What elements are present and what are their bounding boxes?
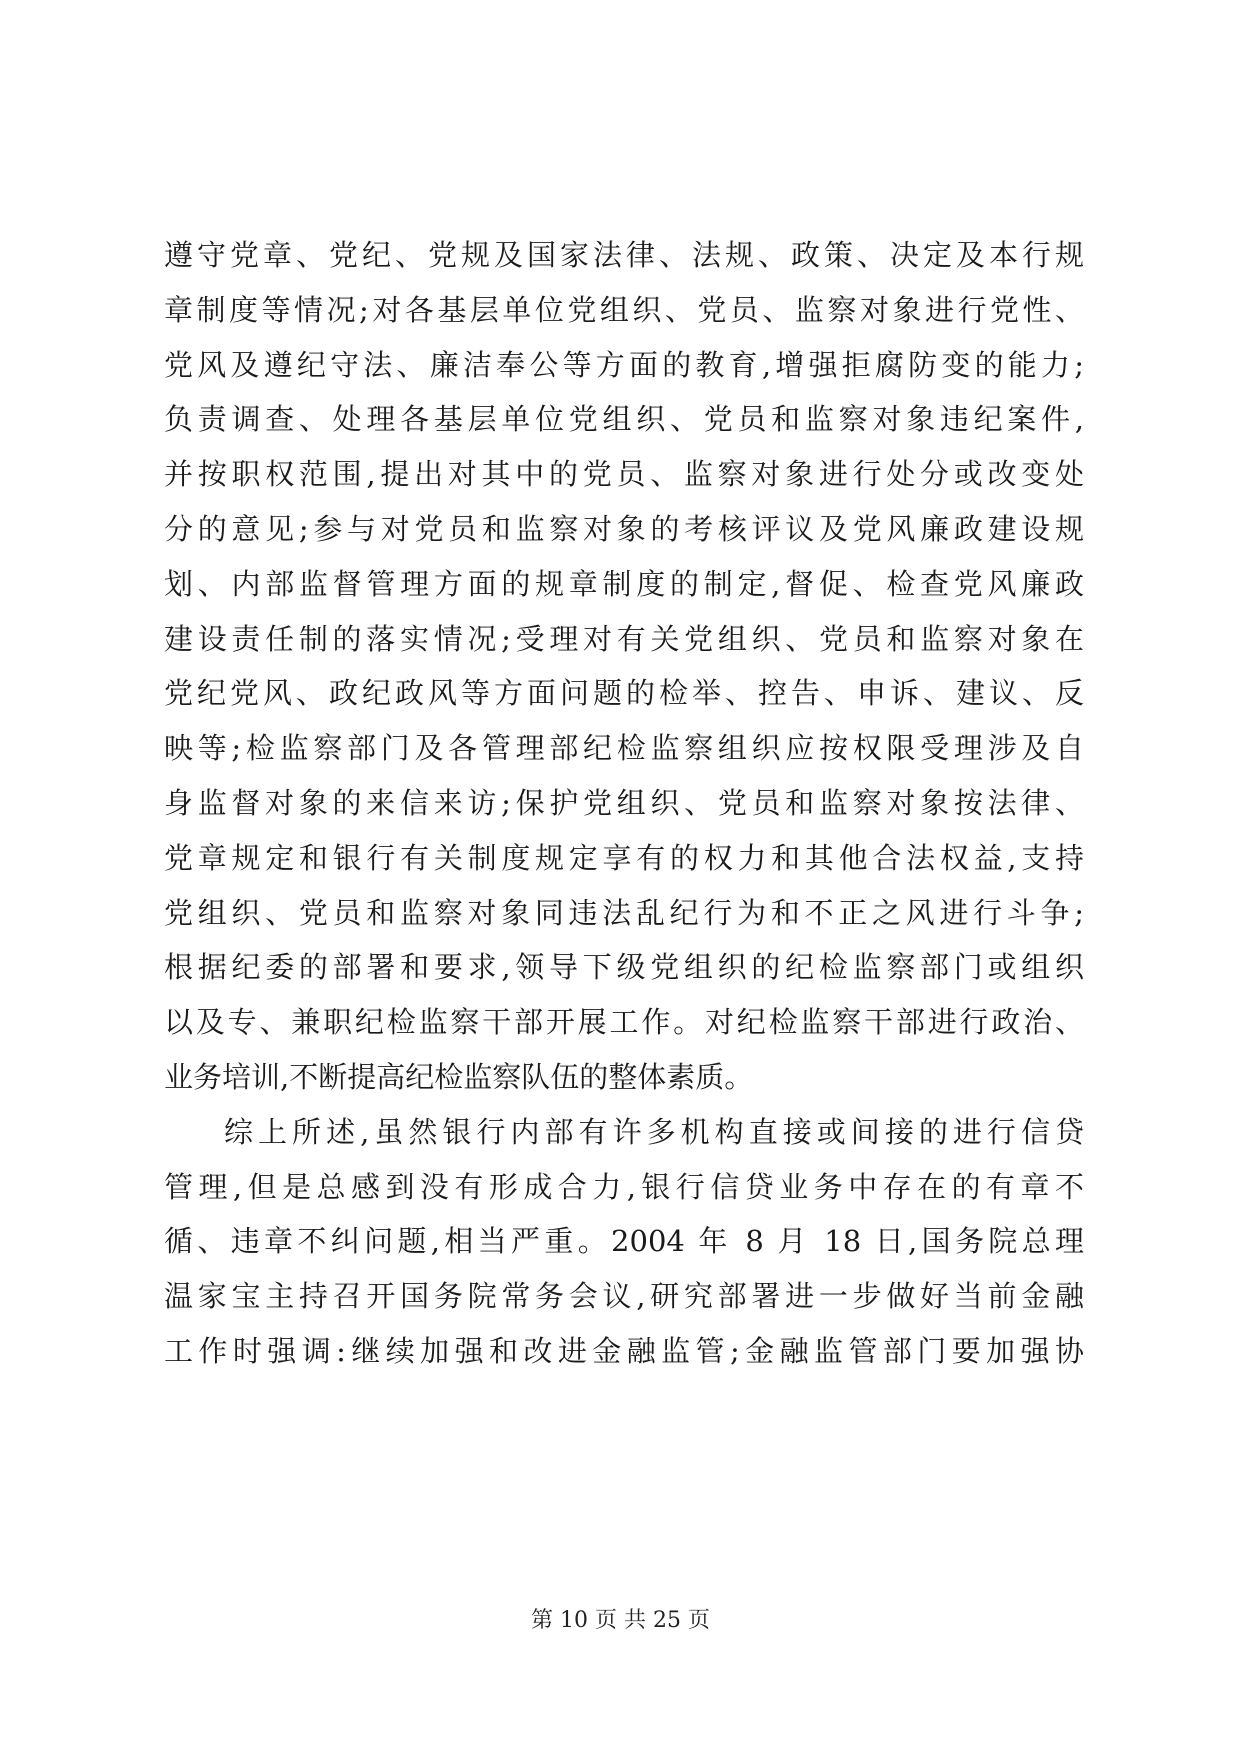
text-line: 以及专、兼职纪检监察干部开展工作。对纪检监察干部进行政治、	[164, 1005, 1084, 1040]
text-line: 分的意见;参与对党员和监察对象的考核评议及党风廉政建设规	[164, 511, 1084, 546]
text-line: 温家宝主持召开国务院常务会议,研究部署进一步做好当前金融	[164, 1279, 1084, 1314]
text-line: 建设责任制的落实情况;受理对有关党组织、党员和监察对象在	[164, 621, 1084, 656]
text-line: 负责调查、处理各基层单位党组织、党员和监察对象违纪案件,	[164, 402, 1084, 437]
text-line: 并按职权范围,提出对其中的党员、监察对象进行处分或改变处	[164, 457, 1084, 492]
text-line: 业务培训,不断提高纪检监察队伍的整体素质。	[164, 1059, 754, 1094]
text-line: 映等;检监察部门及各管理部纪检监察组织应按权限受理涉及自	[164, 731, 1084, 766]
text-line: 党纪党风、政纪政风等方面问题的检举、控告、申诉、建议、反	[164, 676, 1084, 711]
text-line: 管理,但是总感到没有形成合力,银行信贷业务中存在的有章不	[164, 1169, 1084, 1204]
page-number-footer: 第 10 页 共 25 页	[531, 1608, 710, 1633]
text-line: 工作时强调:继续加强和改进金融监管;金融监管部门要加强协	[164, 1333, 1084, 1368]
text-line: 党组织、党员和监察对象同违法乱纪行为和不正之风进行斗争;	[164, 895, 1084, 930]
text-line: 根据纪委的部署和要求,领导下级党组织的纪检监察部门或组织	[164, 950, 1084, 985]
text-line: 章制度等情况;对各基层单位党组织、党员、监察对象进行党性、	[164, 292, 1084, 327]
text-line: 遵守党章、党纪、党规及国家法律、法规、政策、决定及本行规	[164, 238, 1084, 272]
text-line: 身监督对象的来信来访;保护党组织、党员和监察对象按法律、	[164, 785, 1084, 820]
text-line: 划、内部监督管理方面的规章制度的制定,督促、检查党风廉政	[164, 566, 1084, 601]
text-line: 党风及遵纪守法、廉洁奉公等方面的教育,增强拒腐防变的能力;	[164, 347, 1084, 382]
body-text	[164, 228, 1084, 1379]
text-line: 循、违章不纠问题,相当严重。2004 年 8 月 18 日,国务院总理	[164, 1224, 1084, 1259]
paragraph-first-line: 综上所述,虽然银行内部有许多机构直接或间接的进行信贷	[224, 1114, 1084, 1149]
text-line: 党章规定和银行有关制度规定享有的权力和其他合法权益,支持	[164, 840, 1084, 875]
